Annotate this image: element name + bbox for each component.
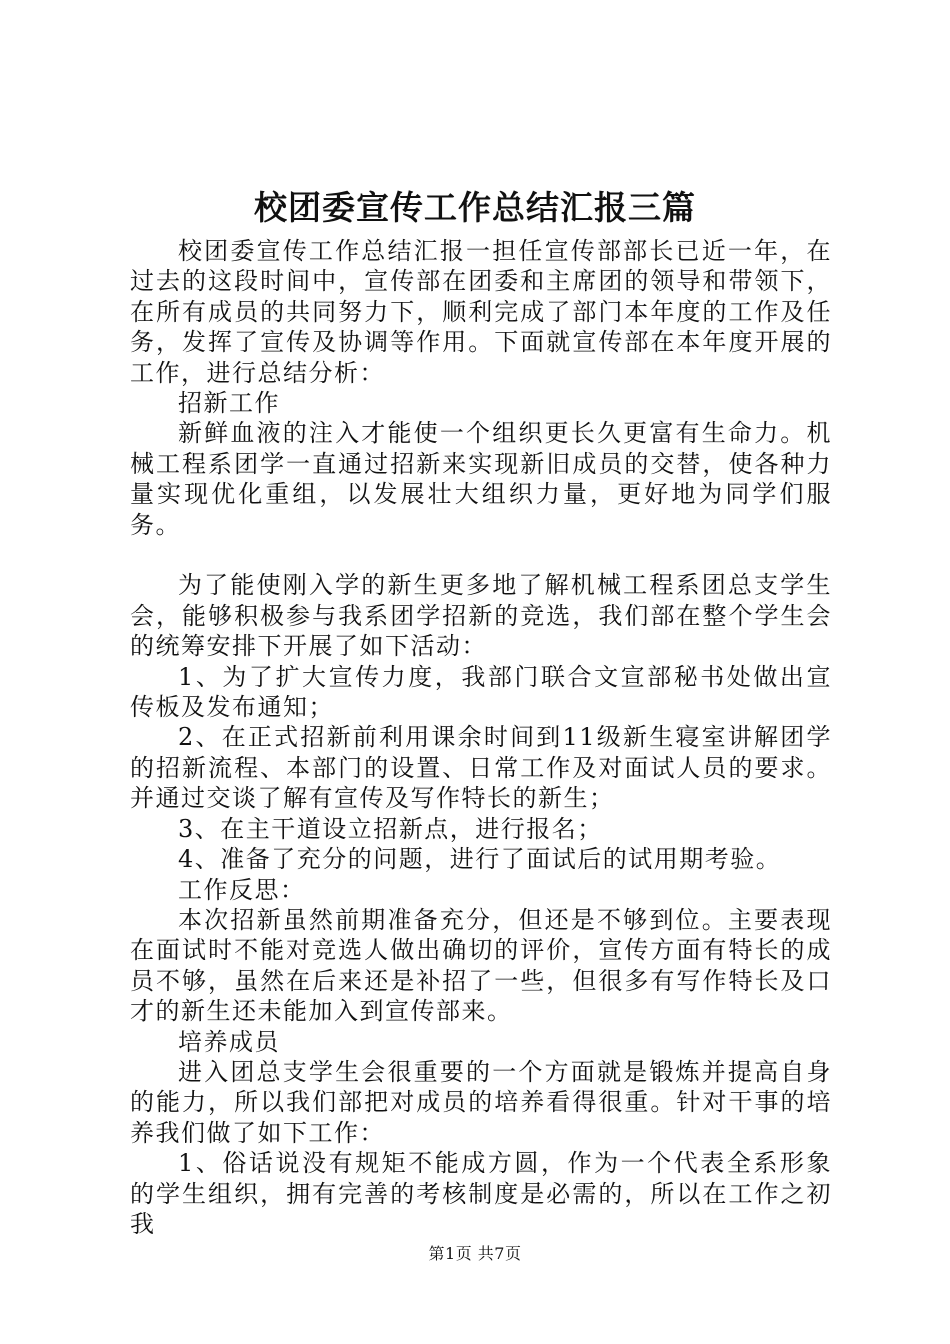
list-item-training-1: 1、俗话说没有规矩不能成方圆，作为一个代表全系形象的学生组织，拥有完善的考核制度是必需的，所以在工作之初我 (130, 1149, 832, 1238)
paragraph-training: 进入团总支学生会很重要的一个方面就是锻炼并提高自身的能力，所以我们部把对成员的培养看得很重。针对干事的培养我们做了如下工作： (130, 1057, 832, 1147)
list-item-3: 3、在主干道设立招新点，进行报名； (178, 814, 603, 843)
list-item-1: 1、为了扩大宣传力度，我部门联合文宣部秘书处做出宣传板及发布通知； (130, 662, 832, 722)
heading-recruitment: 招新工作 (178, 389, 280, 418)
paragraph-activities-intro: 为了能使刚入学的新生更多地了解机械工程系团总支学生会，能够积极参与我系团学招新的竞选，我们部在整个学生会的统筹安排下开展了如下活动： (130, 571, 832, 661)
page-number-footer: 第1页 共7页 (428, 1244, 522, 1263)
heading-reflection: 工作反思： (178, 875, 306, 904)
paragraph-gap (130, 540, 832, 570)
document-title: 校团委宣传工作总结汇报三篇 (254, 188, 696, 227)
paragraph-new-blood: 新鲜血液的注入才能使一个组织更长久更富有生命力。机械工程系团学一直通过招新来实现新旧成员的交替，使各种力量实现优化重组，以发展壮大组织力量，更好地为同学们服务。 (130, 419, 832, 539)
heading-training: 培养成员 (178, 1027, 280, 1056)
list-item-4: 4、准备了充分的问题，进行了面试后的试用期考验。 (178, 845, 782, 874)
list-item-2: 2、在正式招新前利用课余时间到11级新生寝室讲解团学的招新流程、本部门的设置、日常工作及对面试人员的要求。并通过交谈了解有宣传及写作特长的新生； (130, 723, 832, 813)
document-body (130, 236, 832, 1239)
paragraph-intro: 校团委宣传工作总结汇报一担任宣传部部长已近一年，在过去的这段时间中，宣传部在团委和主席团的领导和带领下，在所有成员的共同努力下，顺利完成了部门本年度的工作及任务，发挥了宣传及协调等作用。下面就宣传部在本年度开展的工作，进行总结分析： (130, 237, 832, 387)
paragraph-reflection: 本次招新虽然前期准备充分，但还是不够到位。主要表现在面试时不能对竞选人做出确切的评价，宣传方面有特长的成员不够，虽然在后来还是补招了一些，但很多有写作特长及口才的新生还未能加入到宣传部来。 (130, 905, 832, 1026)
